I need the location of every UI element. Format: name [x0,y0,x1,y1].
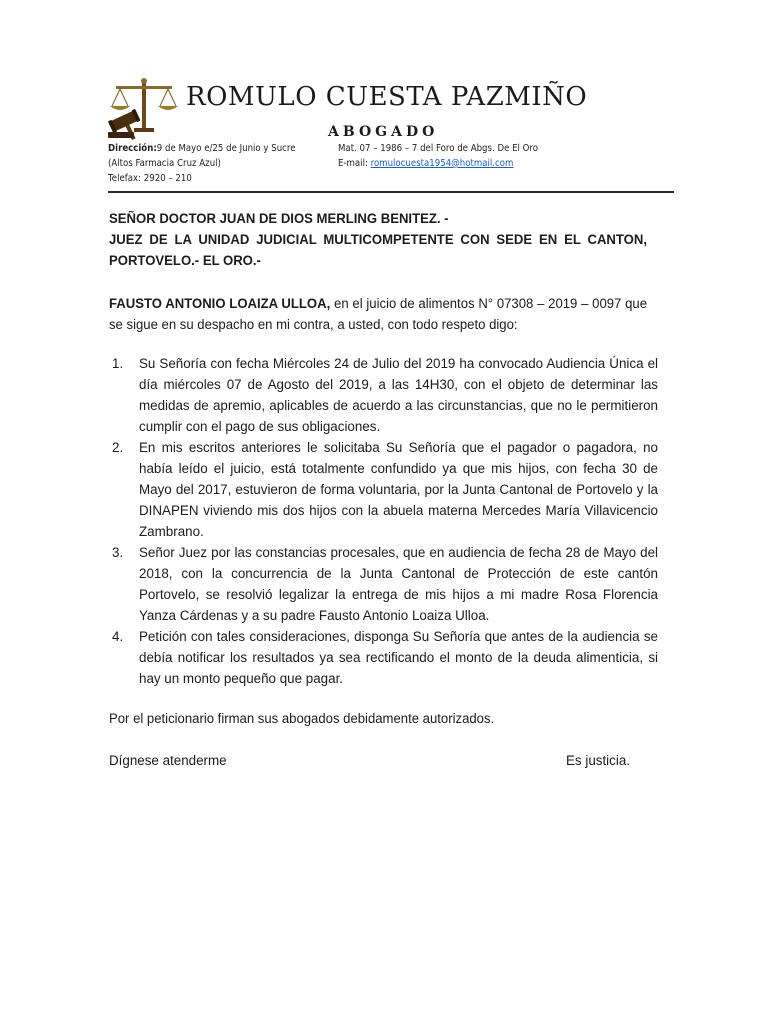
list-item [112,437,658,542]
email-link[interactable]: romulocuesta1954@hotmail.com [370,158,514,169]
firm-name: ROMULO CUESTA PAZMIÑO [186,82,588,112]
recipient-block [109,208,647,271]
petition-list [112,353,658,689]
closing-request: Dígnese atenderme [109,753,227,768]
registration-line: Mat. 07 – 1986 – 7 del Foro de Abgs. De El Oro [338,143,539,154]
list-item-number: 2. [112,440,124,455]
list-item-text: En mis escritos anteriores le solicitaba Su Señoría que el pagador o pagadora, no había leído el juicio, está totalmente confundido ya que mis hijos, con fecha 30 de Mayo del 2017, estuvieron de forma voluntaria, por la Junta Cantonal de Portovelo y la DINAPEN viviendo mis dos hijos con la abuela materna Mercedes María Villavicencio Zambrano. [139,440,658,539]
list-item [112,626,658,689]
address-line [108,142,296,156]
closing-justice: Es justicia. [566,753,630,768]
address-label: Dirección: [108,143,157,154]
list-item [112,353,658,437]
address-extra: (Altos Farmacia Cruz Azul) [108,158,221,169]
phone-line: Telefax: 2920 – 210 [108,173,192,184]
intro-paragraph [109,293,647,335]
list-item-number: 4. [112,629,124,644]
recipient-line-2: JUEZ DE LA UNIDAD JUDICIAL MULTICOMPETENTE CON SEDE EN EL CANTON, [109,232,648,247]
petitioner-name: FAUSTO ANTONIO LOAIZA ULLOA, [109,296,331,311]
firm-title: ABOGADO [328,124,439,140]
list-item [112,542,658,626]
intro-text: en el juicio de alimentos N° 07308 – 2019 – 0097 que se sigue en su despacho en mi contra, a usted, con todo respeto digo: [109,296,648,332]
list-item-text: Señor Juez por las constancias procesales, que en audiencia de fecha 28 de Mayo del 2018, con la concurrencia de la Junta Cantonal de Protección de este cantón Portovelo, se resolvió legalizar la entrega de mis hijos a mi madre Rosa Florencia Yanza Cárdenas y a su padre Fausto Antonio Loaiza Ulloa. [139,545,658,623]
list-item-number: 1. [112,356,124,371]
recipient-line-1: SEÑOR DOCTOR JUAN DE DIOS MERLING BENITEZ. - [109,211,449,226]
list-item-text: Petición con tales consideraciones, disponga Su Señoría que antes de la audiencia se debía notificar los resultados ya sea rectificando el monto de la deuda alimenticia, si hay un monto pequeño que pagar. [139,629,658,686]
scales-of-justice-gavel-icon [106,76,184,140]
email-line [338,157,513,171]
header-divider [108,191,674,193]
email-label: E-mail: [338,158,371,169]
list-item-text: Su Señoría con fecha Miércoles 24 de Julio del 2019 ha convocado Audiencia Única el día miércoles 07 de Agosto del 2019, a las 14H30, con el objeto de determinar las medidas de apremio, aplicables de acuerdo a las circunstancias, que no le permitieron cumplir con el pago de sus obligaciones. [139,356,658,434]
address-value: 9 de Mayo e/25 de Junio y Sucre [156,143,296,154]
recipient-line-3: PORTOVELO.- EL ORO.- [109,253,261,268]
list-item-number: 3. [112,545,124,560]
closing-paragraph: Por el peticionario firman sus abogados debidamente autorizados. [109,711,495,726]
